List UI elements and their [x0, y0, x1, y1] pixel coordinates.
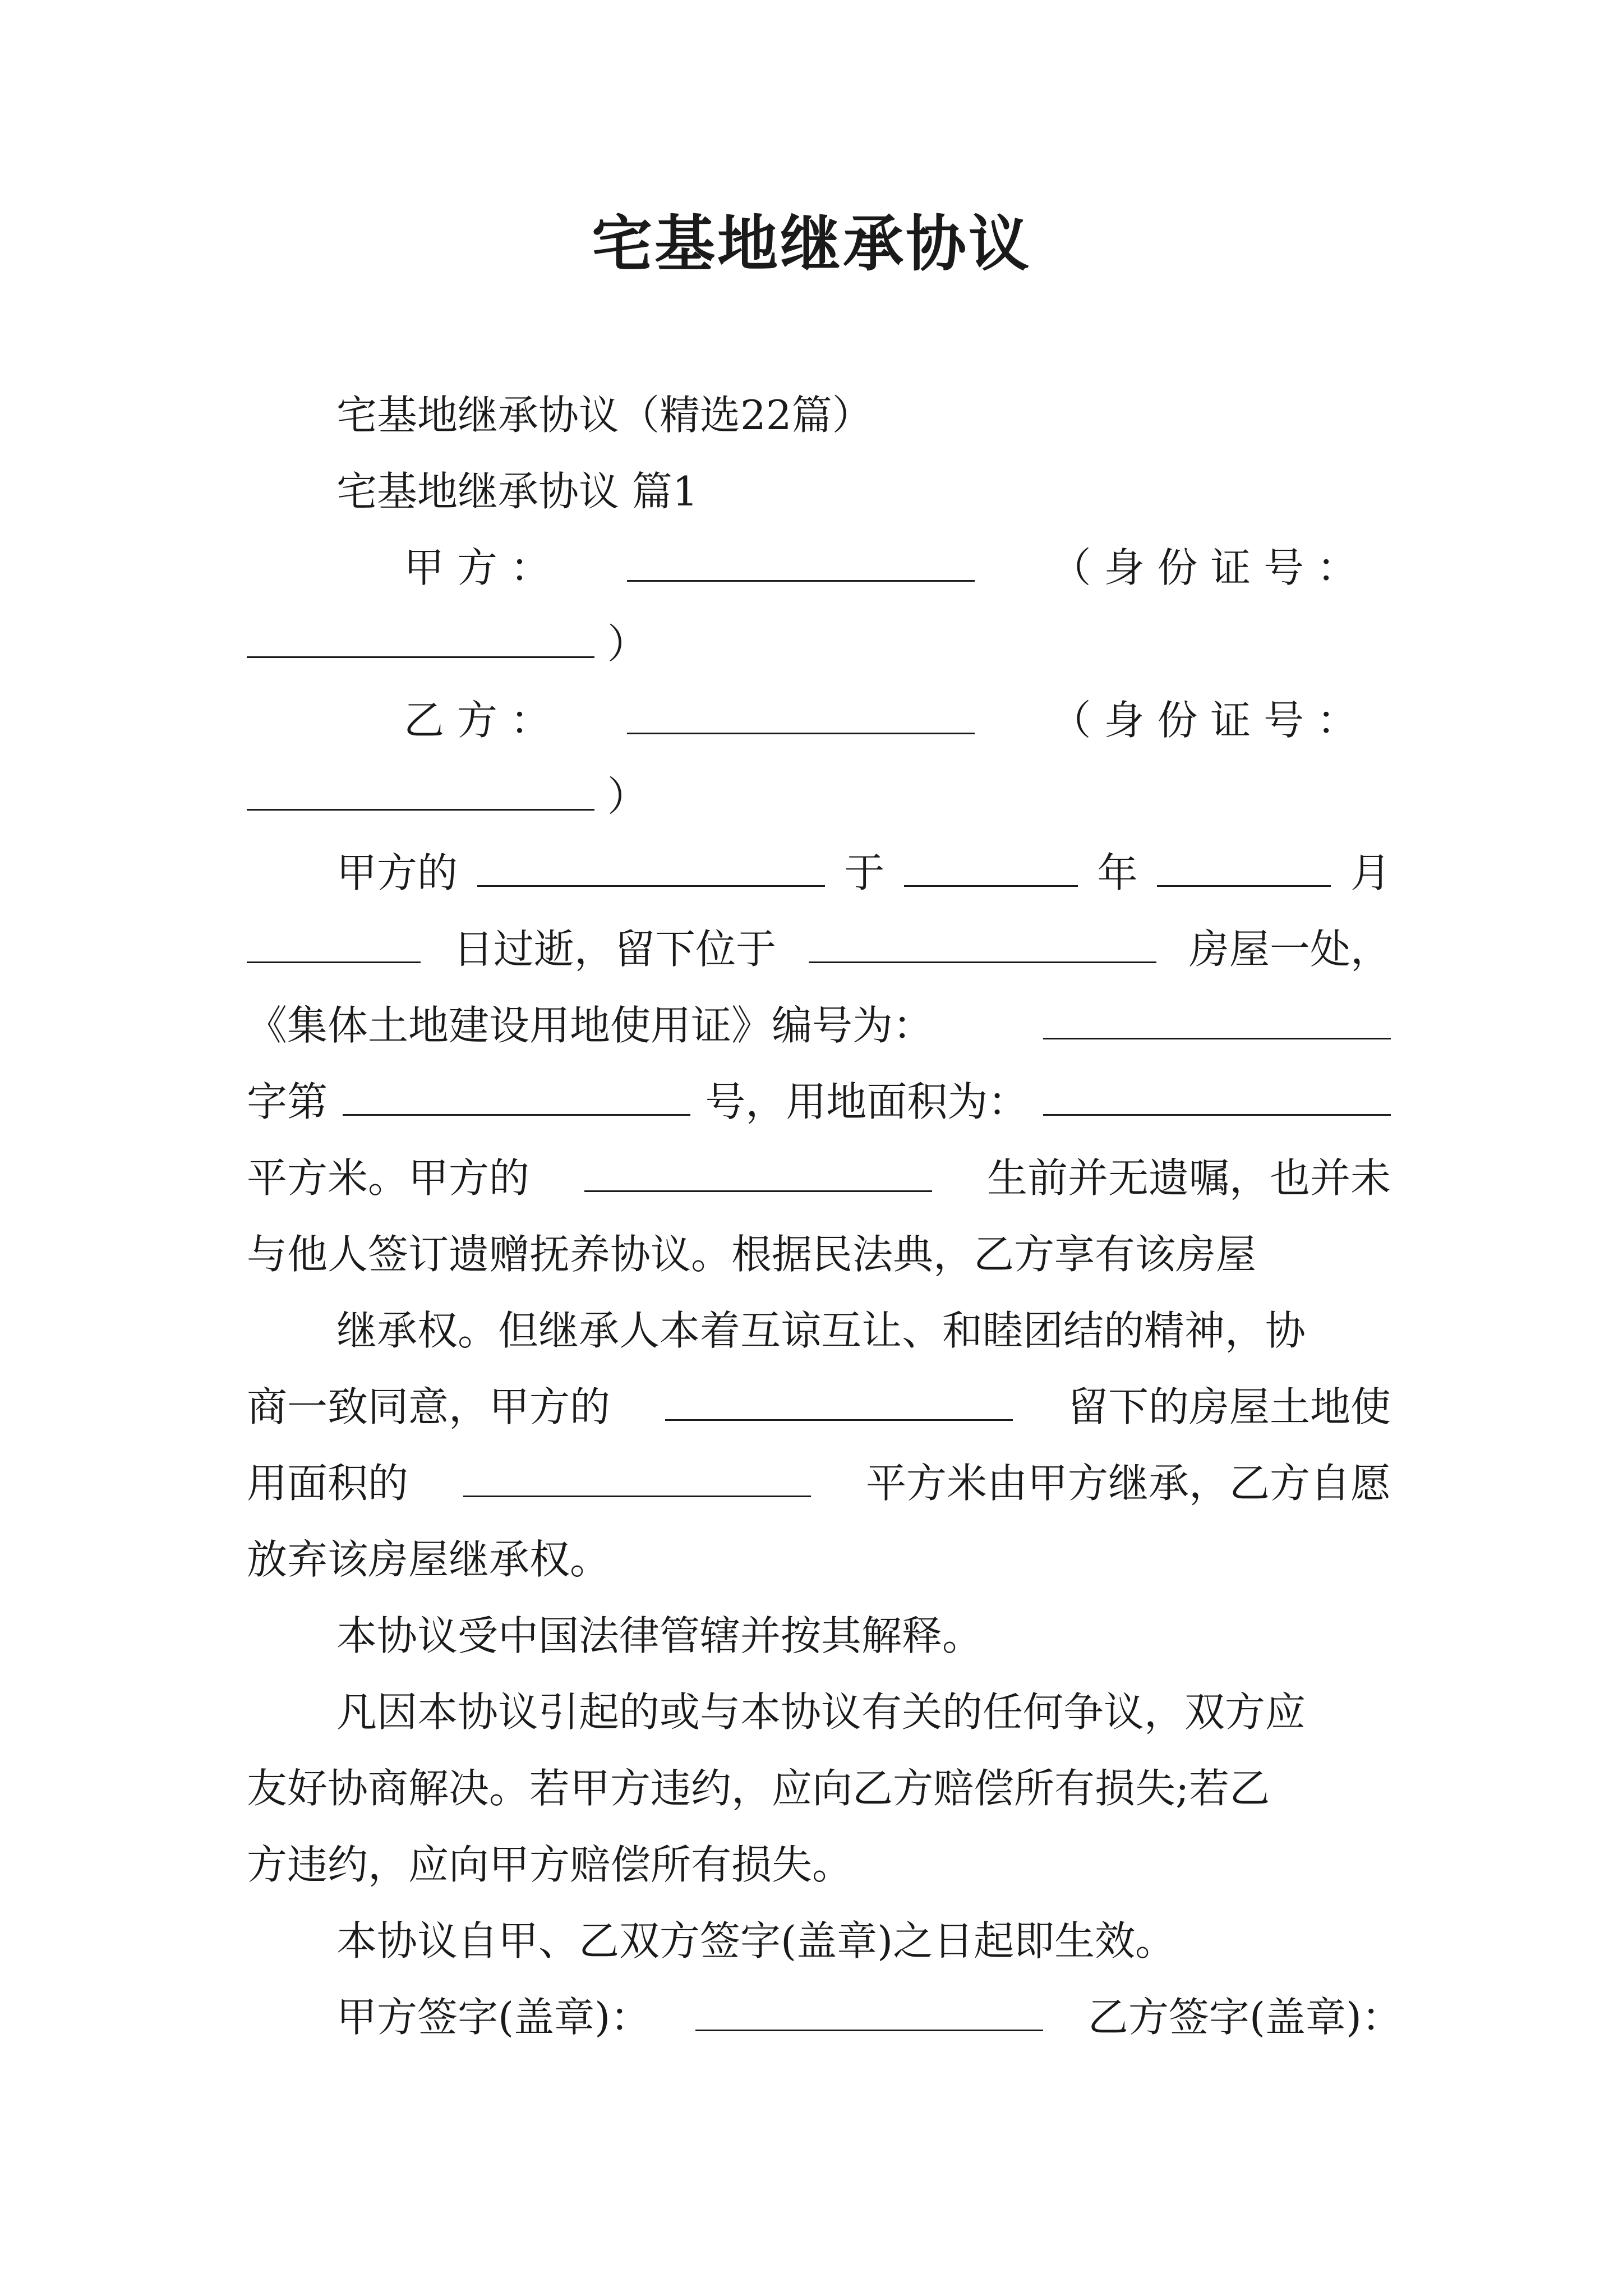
party-a-id-row: [247, 616, 1391, 672]
party-a-id-blank: [247, 622, 594, 658]
text-segment: 日过逝，留下位于: [453, 926, 776, 973]
party-b-id-row: [247, 769, 1391, 825]
day-blank: [247, 927, 421, 963]
text-segment: 房屋一处，: [1188, 926, 1391, 973]
text-segment: 年: [1097, 849, 1138, 896]
party-b-row: [404, 692, 1357, 748]
paragraph-5: 本协议自甲、乙双方签字(盖章)之日起即生效。: [336, 1917, 1176, 1964]
paragraph-2-line-2: [247, 1379, 1391, 1435]
party-a-signature-blank: [695, 1995, 1043, 2031]
paragraph-1-line-2: [247, 921, 1391, 977]
paragraph-2-line-4: 放弃该房屋继承权。: [247, 1536, 611, 1583]
paragraph-1-line-1: [336, 845, 1391, 901]
party-a-row: [404, 540, 1357, 596]
text-segment: 于: [844, 849, 885, 896]
party-a-label: 甲 方 ：: [404, 544, 551, 591]
year-blank: [904, 850, 1078, 887]
paragraph-2-line-1: 继承权。但继承人本着互谅互让、和睦团结的精神，协: [336, 1307, 1306, 1354]
party-b-id-label: （ 身 份 证 号 ：: [1050, 697, 1357, 744]
document-title: 宅基地继承协议: [591, 209, 1031, 279]
paragraph-4-line-3: 方违约，应向甲方赔偿所有损失。: [247, 1841, 853, 1888]
text-segment: 号，用地面积为：: [705, 1078, 1029, 1125]
party-b-close-paren: ）: [607, 773, 648, 820]
party-a-name-blank: [627, 545, 975, 582]
party-a-signature-label: 甲方签字(盖章)：: [336, 1994, 651, 2041]
party-b-name-blank: [627, 698, 975, 734]
text-segment: 生前并无遗嘱，也并未: [986, 1154, 1391, 1202]
serial-number-blank: [343, 1079, 690, 1116]
land-area-blank: [1043, 1079, 1391, 1116]
paragraph-4-line-2: 友好协商解决。若甲方违约，应向乙方赔偿所有损失;若乙: [247, 1765, 1270, 1812]
paragraph-1-line-4: [247, 1074, 1391, 1130]
party-a-close-paren: ）: [607, 620, 648, 668]
signature-row: [336, 1989, 1402, 2045]
text-segment: 甲方的: [336, 849, 458, 896]
month-blank: [1157, 850, 1331, 887]
text-segment: 用面积的: [247, 1460, 409, 1507]
party-b-signature-label: 乙方签字(盖章)：: [1087, 1994, 1402, 2041]
text-segment: 平方米由甲方继承，乙方自愿: [865, 1460, 1391, 1507]
text-segment: 月: [1350, 849, 1391, 896]
text-segment: 《集体土地建设用地使用证》编号为：: [247, 1002, 934, 1049]
section-heading: 宅基地继承协议 篇1: [336, 468, 698, 515]
certificate-number-blank: [1043, 1003, 1391, 1039]
text-segment: 字第: [247, 1078, 328, 1125]
location-blank: [809, 927, 1156, 963]
text-segment: 留下的房屋土地使: [1067, 1383, 1391, 1430]
inherited-area-blank: [463, 1461, 811, 1497]
party-a-id-label: （ 身 份 证 号 ：: [1050, 544, 1357, 591]
deceased-name-blank-2: [584, 1156, 932, 1192]
party-b-id-blank: [247, 774, 594, 811]
deceased-name-blank-3: [665, 1384, 1013, 1421]
party-b-label: 乙 方 ：: [404, 697, 551, 744]
paragraph-3: 本协议受中国法律管辖并按其解释。: [336, 1612, 983, 1659]
text-segment: 商一致同意，甲方的: [247, 1383, 611, 1430]
paragraph-1-line-3: [247, 997, 1391, 1053]
paragraph-2-line-3: [247, 1455, 1391, 1511]
deceased-name-blank: [477, 850, 825, 887]
paragraph-1-line-5: [247, 1150, 1391, 1206]
paragraph-1-line-6: 与他人签订遗赠抚养协议。根据民法典，乙方享有该房屋: [247, 1231, 1257, 1278]
text-segment: 平方米。甲方的: [247, 1154, 530, 1202]
document-subtitle: 宅基地继承协议（精选22篇）: [336, 392, 873, 439]
paragraph-4-line-1: 凡因本协议引起的或与本协议有关的任何争议，双方应: [336, 1688, 1306, 1736]
